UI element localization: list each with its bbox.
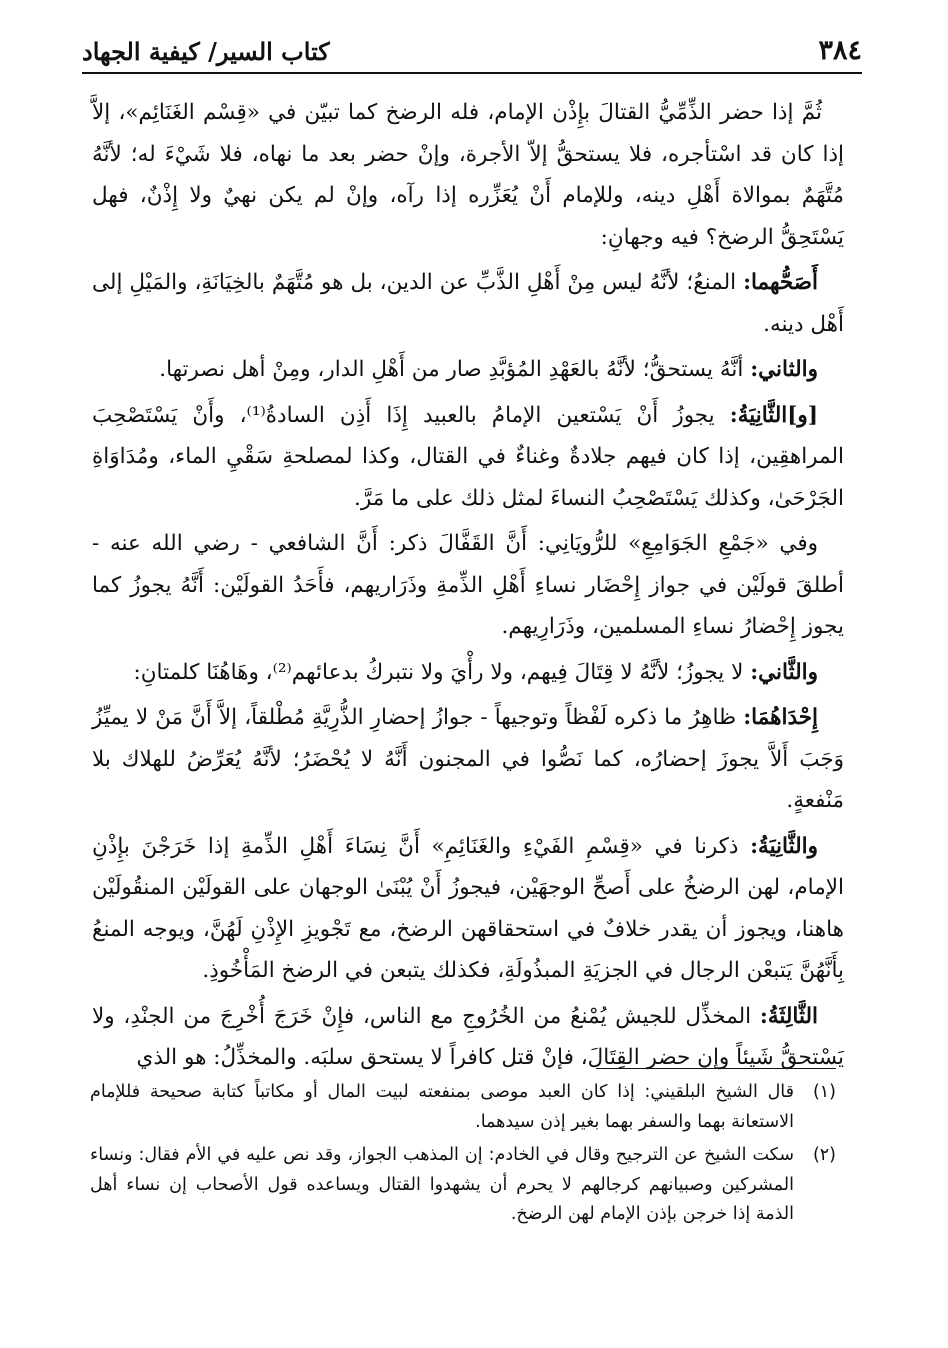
paragraph-text: ذكرنا في «قِسْمِ الفَيْءِ والغَنَائِمِ» أَنَّ نِسَاءَ أَهْلِ الذِّمةِ إذا خَرَجْنَ بإِذْنِ الإمام، لهن الرضخُ على أَصحِّ الوجهَيْن، فيجوزُ أَنْ يُبْنَىٰ الوجهان على القولَيْن المنقُولَيْن هاهنا، ويجوز أن يقدر خلافٌ في استحقاقهن الرضخ، مع تَجْويزِ الإِذْنِ لَهُنَّ، ويوجه المنعُ بِأَنَّهُنَّ يَتبعْن الرجال في الجزيَةِ المبذُولَةِ، فكذلك يتبعن في الرضخ المَأْخُوذِ. <box>92 833 844 983</box>
footnote-text: قال الشيخ البلقيني: إذا كان العبد موصى بمنفعته لبيت المال أو مكاتباً كتابة صحيحة فللإمام الاستعانة بهما والسفر بهما بغير إذن سيدهما. <box>90 1082 794 1132</box>
footnote-number: (١) <box>812 1082 836 1102</box>
paragraph <box>92 697 844 822</box>
main-text <box>92 92 844 1083</box>
paragraph-text: وفي «جَمْعِ الجَوَامِعِ» للرُّويَانِي: أَنَّ القَفَّالَ ذكر: أَنَّ الشافعي - رضي الله عنه - أطلقَ قولَيْن في جواز إِحْضَار نساءِ أَهْلِ الذِّمةِ وذَرَاريهم، فأَحَدُ القولَيْن: أَنَّهُ يجوزُ كما يجوز إِحْضارُ نساءِ المسلمين، وذَرَارِيهم. <box>92 531 844 639</box>
paragraph <box>92 262 844 345</box>
paragraph <box>92 349 844 391</box>
footnote-text: سكت الشيخ عن الترجيح وقال في الخادم: إن المذهب الجواز، وقد نص عليه في الأم فقال: ونساء المشركين وصبيانهم كرجالهم لا يحرم أن يشهدوا القتال ويساعده قول الأصحاب إن نساء أهل الذمة إذا خرجن بإذن الإمام لهن الرضخ. <box>90 1145 794 1224</box>
footnote <box>90 1141 836 1230</box>
paragraph-text: ظاهِرُ ما ذكره لَفْظاً وتوجيهاً - جوازُ إحضارِ الذُّرِيَّةِ مُطْلقاً، إلاَّ أَنَّ مَنْ لا يميِّزُ وَجَبَ أَلاَّ يجوزَ إحضارُه، كما نَصُّوا في المجنون أَنَّهُ لا يُحْضَرُ؛ لأنَّهُ يُعَرِّضُ للهلاك بلا مَنْفعةٍ. <box>92 705 844 813</box>
paragraph-text: المخذِّل للجيش يُمْنعُ من الخُرُوجِ مع الناس، فإِنْ خَرَجَ أُخْرِجَ من الجنْدِ، ولا يَسْتحقُّ شَيئاً وإن حضر القِتَالَ، فإنْ قتل كافراً لا يستحق سلبَه. والمخذِّلُ: هو الذي <box>92 1003 844 1070</box>
paragraph-lead: أَصَحُّهما: <box>743 270 818 295</box>
paragraph <box>92 996 844 1079</box>
footnote-divider <box>596 1068 836 1069</box>
footnotes <box>90 1078 836 1234</box>
page-number: ٣٨٤ <box>818 35 862 66</box>
paragraph <box>92 523 844 648</box>
page-header <box>82 28 862 74</box>
paragraph <box>92 652 844 694</box>
footnote <box>90 1078 836 1137</box>
paragraph <box>92 92 844 258</box>
footnote-number: (٢) <box>812 1145 836 1165</box>
paragraph-text: المنعُ؛ لأنَّهُ ليس مِنْ أَهْلِ الذَّبِّ عن الدين، بل هو مُتَّهَمٌ بالخِيَانَةِ، والمَيْلِ إلى أَهْل دينه. <box>92 270 844 337</box>
paragraph-lead: والثاني: <box>750 357 818 382</box>
paragraph-lead: الثَّالِثَةُ: <box>759 1003 818 1029</box>
paragraph-text: ثُمَّ إذا حضر الذِّمِّيُّ القتالَ بإِذْن الإمام، فله الرضخ كما تبيّن في «قِسْم الغَنَائِم»، إلاَّ إذا كان قد اسْتأجره، فلا يستحقُّ إلاّ الأجرة، وإنْ حضر بعد ما نهاه، فلا شَيْءَ له؛ لأنَّهُ مُتَّهَمٌ بموالاة أَهْلِ دينه، وللإمام أَنْ يُعَزِّره إذا رآه، وإنْ لم يكن نهيٌ ولا إِذْنٌ، فهل يَسْتَحِقُّ الرضخ؟ فيه وجهانِ: <box>92 100 844 250</box>
running-title: كتاب السير/ كيفية الجهاد <box>82 37 330 66</box>
paragraph-lead: إِحْدَاهُمَا: <box>743 705 818 730</box>
paragraph <box>92 826 844 992</box>
paragraph <box>92 395 844 520</box>
paragraph-lead: والثَّانِيَةُ: <box>750 833 818 859</box>
paragraph-text: يجوزُ أَنْ يَسْتعين الإمامُ بالعبيد إِذَا أَذِن السادةُ⁽¹⁾، وأَنْ يَسْتَصْحِبَ المراهقِين، إذا كان فيهم جلادةٌ وغناءٌ في القتال، وكذا لمصلحةِ سَقْيِ الماء، ومُدَاوَاةِ الجَرْحَىٰ، وكذلك يَسْتَصْحِبُ النساءَ لمثل ذلك على ما مَرَّ. <box>92 402 844 511</box>
paragraph-text: لا يجوزُ؛ لأنَّهُ لا قِتَالَ فِيهم، ولا رأْيَ ولا نتبركُ بدعائهم⁽²⁾، وهَاهُنَا كلمتانِ: <box>133 659 751 685</box>
paragraph-text: أنَّهُ يستحقُّ؛ لأنَّهُ بالعَهْدِ المُؤبَّدِ صار من أَهْلِ الدار، ومِنْ أهل نصرتها. <box>159 357 751 382</box>
paragraph-lead: والثَّاني: <box>750 659 818 685</box>
paragraph-lead: [و]الثَّانِيَةُ: <box>729 402 818 428</box>
